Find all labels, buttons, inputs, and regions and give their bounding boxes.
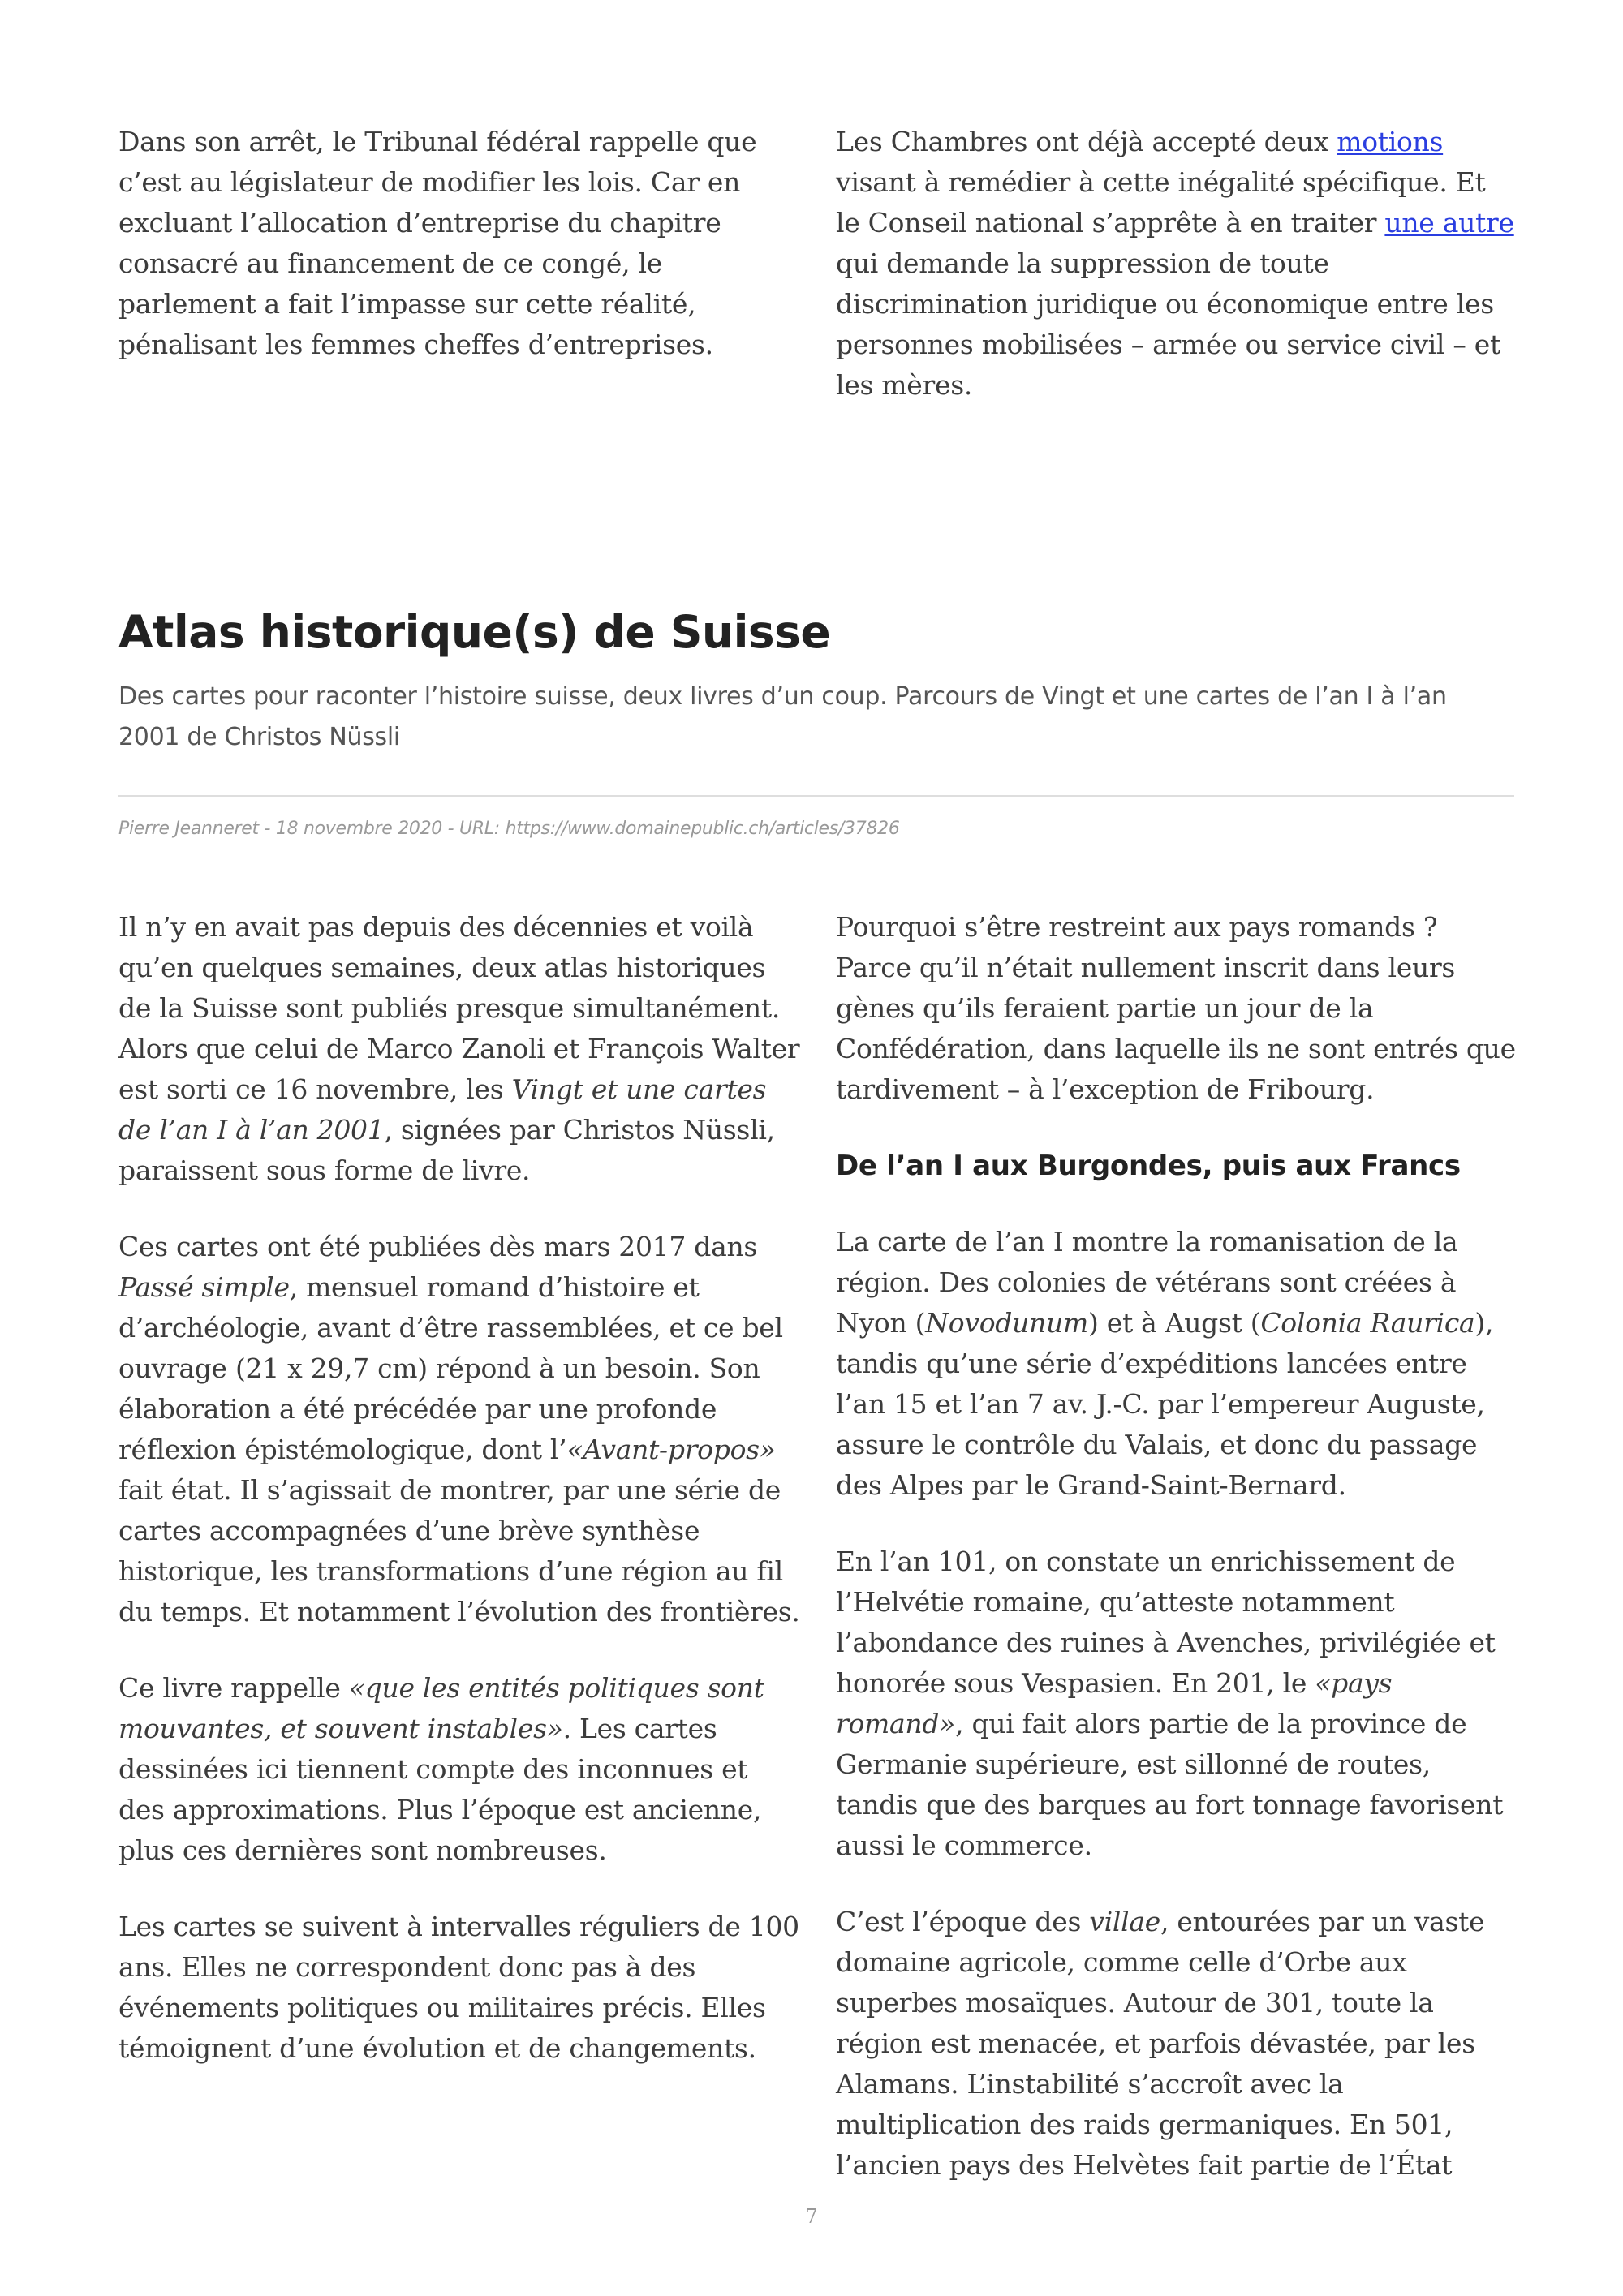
text-run: . Les cartes dessinées ici tiennent compte des inconnues et des approximations. Plus l’époque est ancienne, plus ces dernières sont nombreuses. [118,1713,762,1866]
text-run: Ces cartes ont été publiées dès mars 2017 dans [118,1231,758,1262]
paragraph: Pourquoi s’être restreint aux pays romands ? Parce qu’il n’était nullement inscrit dans leurs gènes qu’ils feraient partie un jour de la Confédération, dans laquelle ils ne sont entrés que tardivement – à l’exception de Fribourg. [836,911,1516,1105]
paragraph [118,907,800,1191]
text-run: En l’an 101, on constate un enrichissement de l’Helvétie romaine, qu’atteste notamment l’abondance des ruines à Avenches, privilégiée et honorée sous Vespasien. En 201, le [836,1546,1496,1699]
paragraph [836,122,1518,406]
emphasis: «Avant-propos» [566,1434,776,1465]
article-right-column [836,907,1518,2186]
previous-article-right-column [836,122,1518,406]
article-left-column [118,907,800,2069]
paragraph [118,1227,800,1632]
section-subheading: De l’an I aux Burgondes, puis aux Francs [836,1150,1461,1182]
emphasis: Colonia Raurica [1260,1307,1475,1339]
divider [118,795,1514,797]
book-title: Vingt et une cartes de l’an I à l’an 2001 [118,1073,767,1146]
text-run: ) et à Augst ( [1087,1307,1261,1339]
paragraph [836,1222,1518,1506]
text-run: Ce livre rappelle [118,1672,349,1704]
text-run: Les Chambres ont déjà accepté deux [836,126,1337,157]
text-run: fait état. Il s’agissait de montrer, par une série de cartes accompagnées d’une brève synthèse historique, les transformations d’une région au fil du temps. Et notamment l’évolution des frontières. [118,1474,800,1627]
text-run: Il n’y en avait pas depuis des décennies et voilà qu’en quelques semaines, deux atlas historiques de la Suisse sont publiés presque simultanément. Alors que celui de Marco Zanoli et François Walter est sorti ce 16 novembre, les [118,911,800,1105]
une-autre-link[interactable]: une autre [1384,207,1514,239]
text-run: , signées par Christos Nüssli, paraissent sous forme de livre. [118,1114,775,1186]
quote: «que les entités politiques sont mouvantes, et souvent instables» [118,1672,764,1744]
previous-article-left-column [118,122,800,365]
article-title: Atlas historique(s) de Suisse [118,606,831,658]
text-run: , entourées par un vaste domaine agricole, comme celle d’Orbe aux superbes mosaïques. Autour de 301, toute la région est menacée, et parfois dévastée, par les Alamans. L’instabilité s’accroît avec la multiplication des raids germaniques. En 501, l’ancien pays des Helvètes fait partie de l’État [836,1906,1485,2181]
paragraph [836,1902,1518,2186]
article-lead: Des cartes pour raconter l’histoire suisse, deux livres d’un coup. Parcours de Vingt et une cartes de l’an I à l’an 2001 de Christos Nüssli [118,682,1447,751]
emphasis: «pays romand» [836,1667,1393,1739]
text-run: visant à remédier à cette inégalité spécifique. Et le Conseil national s’apprête à en traiter [836,166,1486,239]
paragraph [836,1541,1518,1866]
page-number: 7 [805,2205,818,2228]
magazine-title: Passé simple [118,1271,290,1303]
paragraph: Les cartes se suivent à intervalles réguliers de 100 ans. Elles ne correspondent donc pas à des événements politiques ou militaires précis. Elles témoignent d’une évolution et de changements. [118,1911,799,2064]
text-run: La carte de l’an I montre la romanisation de la région. Des colonies de vétérans sont créées à Nyon ( [836,1226,1458,1339]
motions-link[interactable]: motions [1337,126,1444,157]
emphasis: Novodunum [925,1307,1088,1339]
text-run: C’est l’époque des [836,1906,1090,1937]
text-run: ), tandis qu’une série d’expéditions lancées entre l’an 15 et l’an 7 av. J.-C. par l’empereur Auguste, assure le contrôle du Valais, et donc du passage des Alpes par le Grand-Saint-Bernard. [836,1307,1494,1501]
text-run: , mensuel romand d’histoire et d’archéologie, avant d’être rassemblées, et ce bel ouvrage (21 x 29,7 cm) répond à un besoin. Son élaboration a été précédée par une profonde réflexion épistémologique, dont l’ [118,1271,783,1465]
paragraph: Dans son arrêt, le Tribunal fédéral rappelle que c’est au législateur de modifier les lois. Car en excluant l’allocation d’entreprise du chapitre consacré au financement de ce congé, le parlement a fait l’impasse sur cette réalité, pénalisant les femmes cheffes d’entreprises. [118,126,757,360]
text-run: , qui fait alors partie de la province de Germanie supérieure, est sillonné de routes, tandis que des barques au fort tonnage favorisent aussi le commerce. [836,1708,1504,1861]
article-meta: Pierre Jeanneret - 18 novembre 2020 - URL: https://www.domainepublic.ch/articles/37826 [118,819,900,839]
paragraph [118,1668,800,1871]
text-run: qui demande la suppression de toute discrimination juridique ou économique entre les personnes mobilisées – armée ou service civil – et les mères. [836,247,1500,401]
emphasis: villae [1089,1906,1161,1937]
